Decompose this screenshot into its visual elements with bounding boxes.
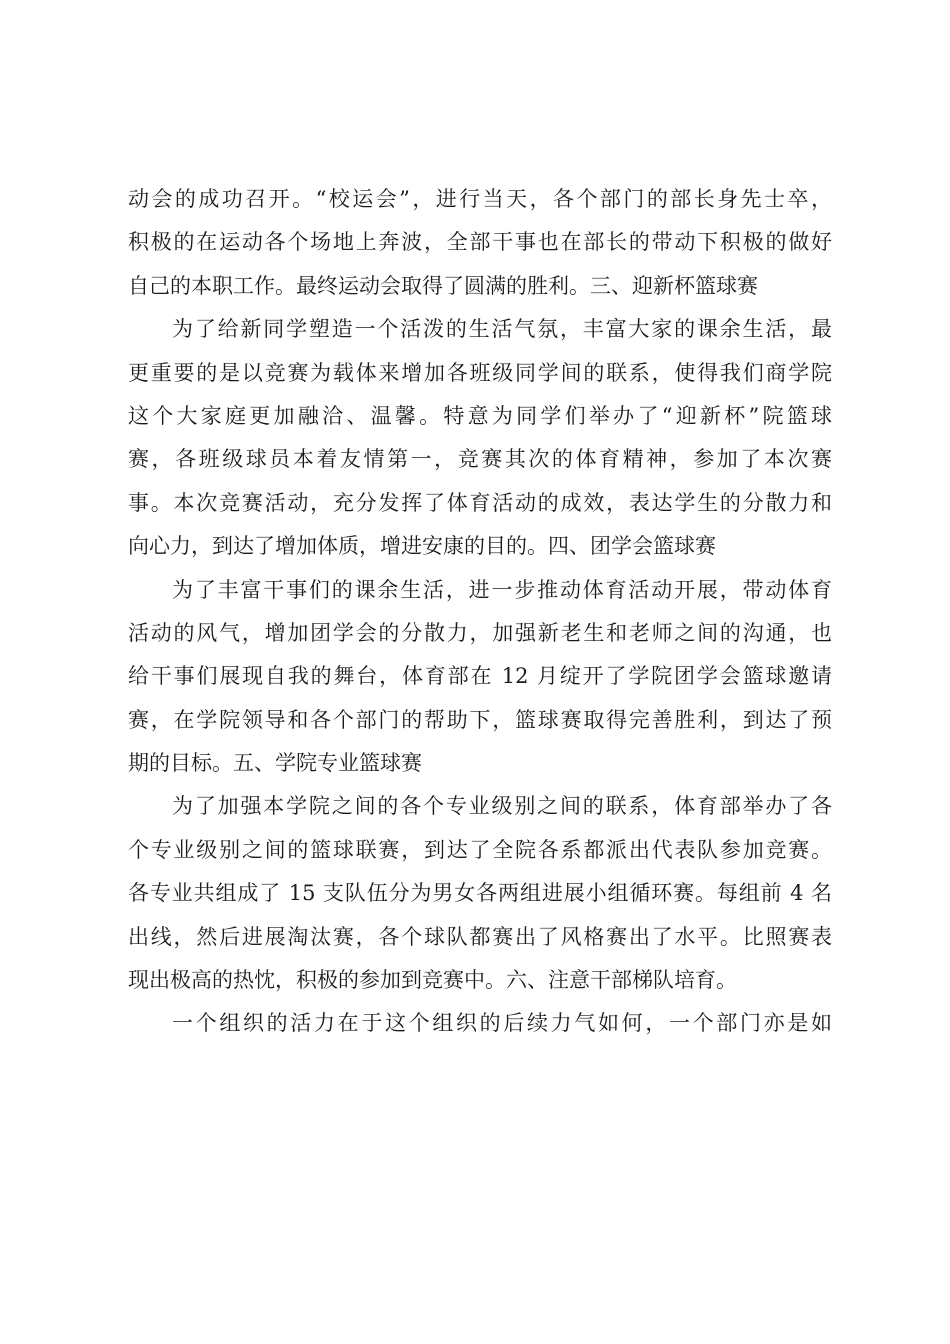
text-line: 现出极高的热忱，积极的参加到竞赛中。六、注意干部梯队培育。 — [128, 968, 737, 993]
text-line: 给干事们展现自我的舞台，体育部在 12 月绽开了学院团学会篮球邀请 — [128, 664, 832, 689]
body-text — [128, 178, 832, 1046]
text-line: 赛，在学院领导和各个部门的帮助下，篮球赛取得完善胜利，到达了预 — [128, 707, 832, 732]
text-line: 事。本次竞赛活动，充分发挥了体育活动的成效，表达学生的分散力和 — [128, 490, 832, 515]
text-line: 个专业级别之间的篮球联赛，到达了全院各系都派出代表队参加竞赛。 — [128, 837, 832, 862]
text-line: 这个大家庭更加融洽、温馨。特意为同学们举办了“迎新杯”院篮球 — [128, 403, 832, 428]
text-line: 动会的成功召开。“校运会”，进行当天，各个部门的部长身先士卒， — [128, 187, 832, 211]
paragraph-first-line: 一个组织的活力在于这个组织的后续力气如何，一个部门亦是如 — [172, 1011, 832, 1036]
paragraph-first-line: 为了丰富干事们的课余生活，进一步推动体育活动开展，带动体育 — [172, 577, 832, 602]
text-line: 出线，然后进展淘汰赛，各个球队都赛出了风格赛出了水平。比照赛表 — [128, 924, 832, 949]
text-line: 赛，各班级球员本着友情第一，竞赛其次的体育精神，参加了本次赛 — [128, 447, 832, 472]
text-line: 活动的风气，增加团学会的分散力，加强新老生和老师之间的沟通，也 — [128, 620, 832, 645]
text-line: 自己的本职工作。最终运动会取得了圆满的胜利。三、迎新杯篮球赛 — [128, 273, 758, 298]
paragraph-first-line: 为了加强本学院之间的各个专业级别之间的联系，体育部举办了各 — [172, 794, 832, 819]
text-line: 更重要的是以竞赛为载体来增加各班级同学间的联系，使得我们商学院 — [128, 360, 832, 385]
text-line: 期的目标。五、学院专业篮球赛 — [128, 751, 422, 776]
text-line: 各专业共组成了 15 支队伍分为男女各两组进展小组循环赛。每组前 4 名 — [128, 881, 832, 906]
paragraph-first-line: 为了给新同学塑造一个活泼的生活气氛，丰富大家的课余生活，最 — [172, 317, 832, 342]
text-line: 向心力，到达了增加体质，增进安康的目的。四、团学会篮球赛 — [128, 534, 716, 559]
text-line: 积极的在运动各个场地上奔波，全部干事也在部长的带动下积极的做好 — [128, 230, 832, 255]
